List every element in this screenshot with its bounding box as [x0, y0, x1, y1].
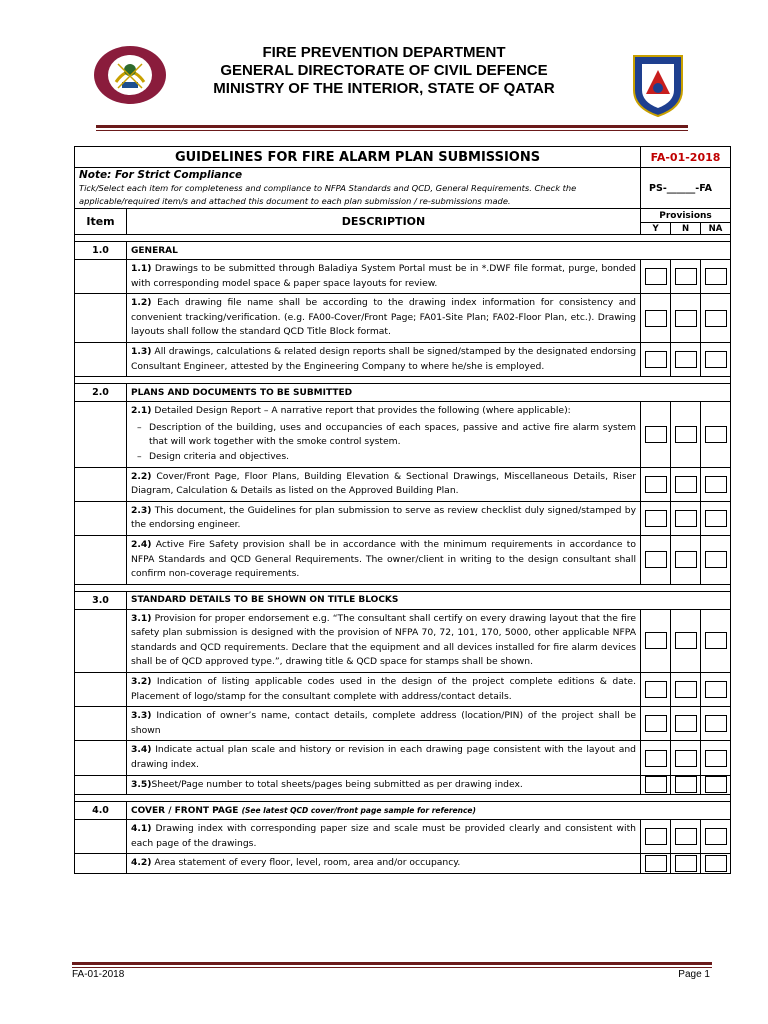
no-cell — [671, 854, 701, 874]
item-number: 1.3) — [131, 345, 152, 357]
section-note: (See latest QCD cover/front page sample for reference) — [241, 805, 476, 815]
na-cell — [701, 342, 731, 376]
item-description — [127, 535, 641, 584]
form-title: GUIDELINES FOR FIRE ALARM PLAN SUBMISSIONS — [75, 147, 641, 168]
na-checkbox[interactable] — [705, 715, 727, 732]
item-spacer — [75, 402, 127, 467]
na-cell — [701, 260, 731, 294]
item-description — [127, 609, 641, 672]
section-title-cell — [127, 591, 731, 609]
na-cell — [701, 294, 731, 343]
header-line-1: FIRE PREVENTION DEPARTMENT — [262, 44, 506, 61]
footer-rule — [72, 962, 712, 965]
item-text: Drawing index with corresponding paper size and scale must be provided clearly and consistent with each page of the drawings. — [131, 823, 637, 849]
item-text: Provision for proper endorsement e.g. “The consultant shall certify on every drawing layout that the fire safety plan submission is designed with the provision of NFPA 70, 72, 101, 170, 5000, other applicable NFPA standards and QCD requirements. Declare that the equipment and all devices installed for fire alarm devices shall be of QCD approved type.”, drawing title & QCD space for stamps shall be shown. — [131, 612, 637, 668]
checklist-item-row — [75, 820, 731, 854]
no-cell — [671, 467, 701, 501]
na-checkbox[interactable] — [705, 828, 727, 845]
item-number: 3.3) — [131, 710, 152, 722]
yes-cell — [641, 467, 671, 501]
checklist-item-row — [75, 741, 731, 775]
no-cell — [671, 820, 701, 854]
na-checkbox[interactable] — [705, 750, 727, 767]
item-description — [127, 741, 641, 775]
checklist-item-row — [75, 467, 731, 501]
na-cell — [701, 609, 731, 672]
yes-cell — [641, 402, 671, 467]
item-description — [127, 342, 641, 376]
yes-checkbox[interactable] — [645, 828, 667, 845]
ps-number-field[interactable]: PS-______-FA — [641, 168, 731, 209]
checklist-item-row — [75, 501, 731, 535]
compliance-note: Note: For Strict Compliance — [75, 168, 641, 183]
form-code: FA-01-2018 — [641, 147, 731, 168]
item-text: Active Fire Safety provision shall be in accordance with the minimum requirements in accordance to NFPA Standards and QCD General Requirements. The owner/client in writing to the design consultant shall confirm non-coverage requirements. — [131, 538, 637, 580]
yes-cell — [641, 501, 671, 535]
yes-checkbox[interactable] — [645, 510, 667, 527]
yes-cell — [641, 854, 671, 874]
item-description — [127, 294, 641, 343]
section-header-row — [75, 802, 731, 820]
checklist-item-row — [75, 609, 731, 672]
no-checkbox[interactable] — [675, 426, 697, 443]
item-number: 2.1) — [131, 405, 152, 417]
yes-checkbox[interactable] — [645, 310, 667, 327]
no-checkbox[interactable] — [675, 476, 697, 493]
section-header-row — [75, 591, 731, 609]
item-number: 2.4) — [131, 538, 152, 550]
na-cell — [701, 820, 731, 854]
na-checkbox[interactable] — [705, 268, 727, 285]
section-header-row — [75, 242, 731, 260]
no-cell — [671, 342, 701, 376]
item-description — [127, 673, 641, 707]
item-text: Drawings to be submitted through Baladiya System Portal must be in *.DWF file format, purge, bonded with corresponding model space & paper space layouts for review. — [131, 263, 637, 289]
na-cell — [701, 467, 731, 501]
yes-checkbox[interactable] — [645, 476, 667, 493]
checklist-item-row — [75, 294, 731, 343]
na-column-header: NA — [701, 223, 731, 235]
yes-column-header: Y — [641, 223, 671, 235]
instructions: Tick/Select each item for completeness and compliance to NFPA Standards and QCD, General Requirements. Check the applicable/required item/s and attached this document to each plan submission / re-submissions made. — [75, 182, 641, 209]
no-checkbox[interactable] — [675, 776, 697, 793]
yes-checkbox[interactable] — [645, 715, 667, 732]
item-number: 1.2) — [131, 297, 152, 309]
no-checkbox[interactable] — [675, 750, 697, 767]
item-text: Cover/Front Page, Floor Plans, Building Elevation & Sectional Drawings, Miscellaneous Details, Riser Diagram, Calculation & Details as listed on the Approved Building Plan. — [131, 470, 637, 497]
item-number: 3.2) — [131, 676, 152, 688]
na-checkbox[interactable] — [705, 551, 727, 568]
no-cell — [671, 260, 701, 294]
no-cell — [671, 294, 701, 343]
section-gap — [75, 377, 731, 384]
bullet-item: – Description of the building, uses and occupancies of each spaces, passive and active fire alarm system that will work together with the smoke control system. — [149, 421, 636, 450]
no-checkbox[interactable] — [675, 551, 697, 568]
bullet-item: – Design criteria and objectives. — [149, 450, 636, 465]
item-text: Indication of owner’s name, contact details, complete address (location/PIN) of the project shall be shown — [131, 710, 637, 736]
gap-cell — [75, 795, 731, 802]
checklist-item-row — [75, 402, 731, 467]
item-text: Indication of listing applicable codes used in the design of the project complete editions & date. Placement of logo/stamp for the consultant complete with address/contact details. — [131, 676, 637, 702]
item-text: Detailed Design Report – A narrative report that provides the following (where applicable): — [151, 405, 571, 417]
na-checkbox[interactable] — [705, 310, 727, 327]
yes-checkbox[interactable] — [645, 750, 667, 767]
item-spacer — [75, 260, 127, 294]
yes-cell — [641, 535, 671, 584]
no-checkbox[interactable] — [675, 715, 697, 732]
description-column-header: DESCRIPTION — [127, 209, 641, 235]
no-cell — [671, 775, 701, 795]
na-cell — [701, 775, 731, 795]
section-header-row — [75, 384, 731, 402]
no-cell — [671, 609, 701, 672]
provisions-header: Provisions — [641, 209, 731, 223]
yes-checkbox[interactable] — [645, 776, 667, 793]
yes-cell — [641, 741, 671, 775]
gap-cell — [75, 235, 731, 242]
no-column-header: N — [671, 223, 701, 235]
item-number: 1.1) — [131, 263, 152, 274]
item-spacer — [75, 609, 127, 672]
yes-checkbox[interactable] — [645, 632, 667, 649]
item-text: This document, the Guidelines for plan submission to serve as review checklist duly signed/stamped by the endorsing engineer. — [131, 504, 637, 531]
yes-cell — [641, 260, 671, 294]
checklist-item-row — [75, 260, 731, 294]
na-cell — [701, 501, 731, 535]
item-spacer — [75, 820, 127, 854]
section-gap — [75, 584, 731, 591]
yes-checkbox[interactable] — [645, 351, 667, 368]
item-description — [127, 501, 641, 535]
section-title: GENERAL — [131, 245, 178, 256]
gap-cell — [75, 584, 731, 591]
no-checkbox[interactable] — [675, 681, 697, 698]
item-description — [127, 775, 641, 795]
yes-cell — [641, 294, 671, 343]
no-checkbox[interactable] — [675, 510, 697, 527]
no-cell — [671, 535, 701, 584]
no-checkbox[interactable] — [675, 268, 697, 285]
header-line-3: MINISTRY OF THE INTERIOR, STATE OF QATAR — [213, 80, 555, 97]
header-rule-thin — [96, 130, 688, 131]
na-cell — [701, 854, 731, 874]
item-spacer — [75, 467, 127, 501]
na-checkbox[interactable] — [705, 632, 727, 649]
checklist-item-row — [75, 707, 731, 741]
item-number: 3.5) — [131, 778, 152, 790]
na-checkbox[interactable] — [705, 426, 727, 443]
no-cell — [671, 707, 701, 741]
checklist-item-row — [75, 854, 731, 874]
yes-cell — [641, 609, 671, 672]
item-number: 2.3) — [131, 504, 152, 516]
yes-cell — [641, 775, 671, 795]
gap-cell — [75, 377, 731, 384]
na-checkbox[interactable] — [705, 510, 727, 527]
item-text: All drawings, calculations & related design reports shall be signed/stamped by the designated endorsing Consultant Engineer, attested by the Engineering Company to where he/she is employed. — [131, 345, 637, 372]
na-cell — [701, 741, 731, 775]
section-number: 3.0 — [75, 591, 127, 609]
item-spacer — [75, 501, 127, 535]
section-number: 4.0 — [75, 802, 127, 820]
item-number: 3.4) — [131, 744, 152, 756]
no-checkbox[interactable] — [675, 310, 697, 327]
item-spacer — [75, 673, 127, 707]
item-column-header: Item — [75, 209, 127, 235]
header-line-2: GENERAL DIRECTORATE OF CIVIL DEFENCE — [220, 62, 548, 79]
no-checkbox[interactable] — [675, 828, 697, 845]
item-description — [127, 260, 641, 294]
checklist-item-row — [75, 673, 731, 707]
item-description — [127, 402, 641, 467]
section-title: PLANS AND DOCUMENTS TO BE SUBMITTED — [131, 387, 353, 398]
yes-checkbox[interactable] — [645, 551, 667, 568]
item-text: Sheet/Page number to total sheets/pages being submitted as per drawing index. — [151, 778, 523, 790]
no-cell — [671, 673, 701, 707]
checklist-item-row — [75, 775, 731, 795]
footer-code: FA-01-2018 — [72, 969, 125, 980]
na-checkbox[interactable] — [705, 681, 727, 698]
yes-cell — [641, 820, 671, 854]
item-spacer — [75, 535, 127, 584]
item-text: Each drawing file name shall be according to the drawing index information for consistency and convenient tracking/verification. (e.g. FA00-Cover/Front Page; FA01-Site Plan; FA02-Floor Plan, etc.). Drawing layouts shall follow the standard QCD Title Block format. — [131, 297, 637, 338]
section-number: 2.0 — [75, 384, 127, 402]
header-rule — [96, 125, 688, 128]
footer-rule-thin — [72, 967, 712, 968]
item-number: 4.2) — [131, 857, 152, 869]
na-cell — [701, 402, 731, 467]
no-cell — [671, 741, 701, 775]
section-title-cell — [127, 802, 731, 820]
item-text: Area statement of every floor, level, room, area and/or occupancy. — [151, 857, 461, 869]
yes-checkbox[interactable] — [645, 681, 667, 698]
section-gap — [75, 235, 731, 242]
na-checkbox[interactable] — [705, 476, 727, 493]
item-description — [127, 707, 641, 741]
item-description — [127, 854, 641, 874]
item-spacer — [75, 707, 127, 741]
item-number: 3.1) — [131, 612, 152, 624]
no-checkbox[interactable] — [675, 632, 697, 649]
item-text: Indicate actual plan scale and history or revision in each drawing page consistent with the layout and drawing index. — [131, 744, 637, 771]
item-description — [127, 467, 641, 501]
no-cell — [671, 501, 701, 535]
yes-checkbox[interactable] — [645, 855, 667, 872]
checklist-item-row — [75, 342, 731, 376]
yes-cell — [641, 342, 671, 376]
na-checkbox[interactable] — [705, 776, 727, 793]
na-checkbox[interactable] — [705, 855, 727, 872]
no-checkbox[interactable] — [675, 351, 697, 368]
item-number: 4.1) — [131, 823, 152, 835]
yes-cell — [641, 707, 671, 741]
page-number: Page 1 — [678, 969, 710, 980]
item-bullets — [131, 421, 636, 465]
section-number: 1.0 — [75, 242, 127, 260]
na-cell — [701, 535, 731, 584]
section-gap — [75, 795, 731, 802]
item-spacer — [75, 741, 127, 775]
section-title: STANDARD DETAILS TO BE SHOWN ON TITLE BLOCKS — [131, 595, 399, 606]
item-spacer — [75, 854, 127, 874]
checklist-table — [74, 146, 731, 874]
item-description — [127, 820, 641, 854]
na-cell — [701, 707, 731, 741]
yes-checkbox[interactable] — [645, 426, 667, 443]
item-spacer — [75, 342, 127, 376]
no-cell — [671, 402, 701, 467]
yes-cell — [641, 673, 671, 707]
item-spacer — [75, 775, 127, 795]
na-cell — [701, 673, 731, 707]
yes-checkbox[interactable] — [645, 268, 667, 285]
item-number: 2.2) — [131, 470, 152, 482]
civil-defence-logo — [630, 50, 686, 118]
no-checkbox[interactable] — [675, 855, 697, 872]
section-title-cell — [127, 384, 731, 402]
item-spacer — [75, 294, 127, 343]
na-checkbox[interactable] — [705, 351, 727, 368]
section-title-cell — [127, 242, 731, 260]
section-title: COVER / FRONT PAGE — [131, 805, 239, 816]
checklist-item-row — [75, 535, 731, 584]
